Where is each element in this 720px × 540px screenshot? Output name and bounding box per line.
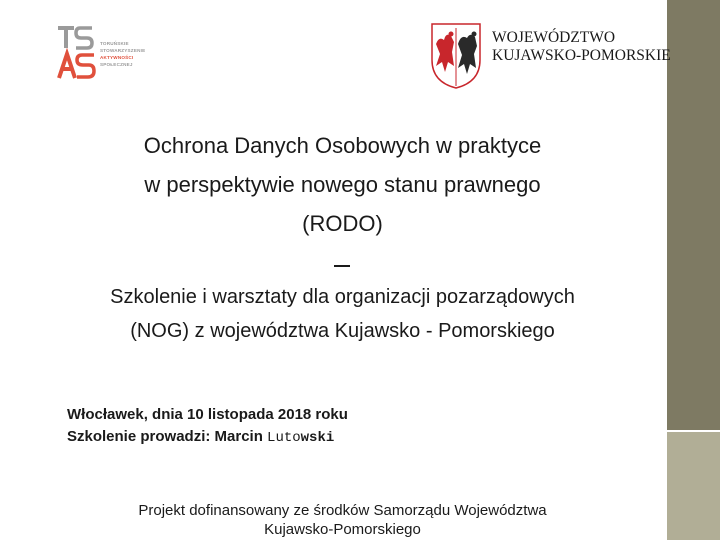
title-line: w perspektywie nowego stanu prawnego xyxy=(144,172,541,197)
subtitle-line: (NOG) z województwa Kujawsko - Pomorskiego xyxy=(130,320,555,342)
tsas-logo xyxy=(56,24,166,82)
place-and-date: Włocławek, dnia 10 listopada 2018 roku xyxy=(67,406,348,423)
tsas-line: STOWARZYSZENIE xyxy=(100,48,146,53)
separator-dash xyxy=(334,265,350,267)
trainer-surname-start: Luto xyxy=(267,430,301,446)
tsas-name xyxy=(100,40,145,68)
region-name-line: KUJAWSKO-POMORSKIE xyxy=(492,47,671,64)
funding-note-line: Kujawsko-Pomorskiego xyxy=(264,521,421,538)
decorative-stripe-light xyxy=(667,432,720,540)
tsas-monogram-icon xyxy=(56,24,96,80)
funding-note-line: Projekt dofinansowany ze środków Samorządu Województwa xyxy=(138,502,547,519)
region-coat-of-arms-icon xyxy=(430,22,482,90)
tsas-line: SPOŁECZNEJ xyxy=(100,62,133,67)
decorative-stripe-dark xyxy=(667,0,720,430)
trainer-line xyxy=(67,428,334,446)
trainer-surname-end: wski xyxy=(300,430,335,446)
tsas-line: AKTYWNOŚCI xyxy=(100,55,134,60)
region-logo xyxy=(430,22,671,92)
tsas-line: TORUŃSKIE xyxy=(100,41,129,46)
title-line: Ochrona Danych Osobowych w praktyce xyxy=(143,133,542,158)
region-name xyxy=(492,29,671,65)
title-line: (RODO) xyxy=(302,211,383,236)
region-name-line: WOJEWÓDZTWO xyxy=(492,29,616,46)
trainer-prefix: Szkolenie prowadzi: Marcin xyxy=(67,428,268,445)
subtitle-line: Szkolenie i warsztaty dla organizacji pozarządowych xyxy=(110,286,575,308)
